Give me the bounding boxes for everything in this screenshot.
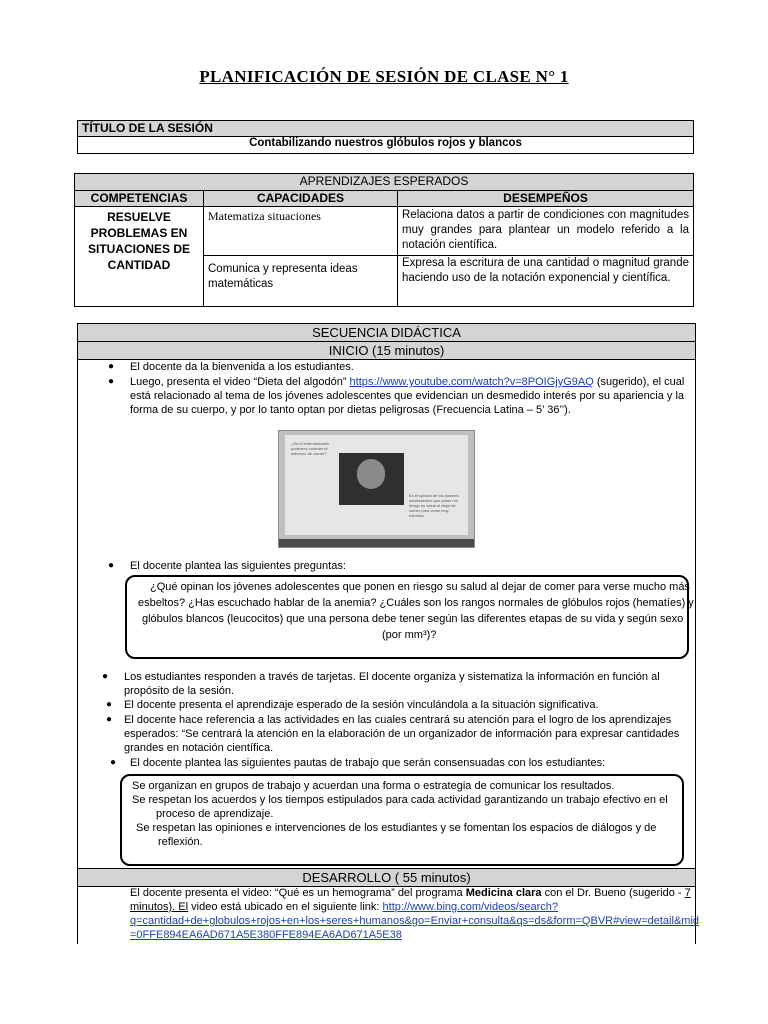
bullet: ● xyxy=(102,671,109,682)
bullet: ● xyxy=(108,376,115,387)
bullet: ● xyxy=(108,361,115,372)
bullet: ● xyxy=(108,560,115,571)
desarrollo-text-3: 7 xyxy=(684,887,691,899)
inicio-header: INICIO (15 minutos) xyxy=(78,342,695,360)
desempeno-1: Relaciona datos a partir de condiciones con magnitudes muy grandes para plantear un modelo referido a la notación científica. xyxy=(398,207,694,256)
question-line-3: glóbulos blancos (leucocitos) que una persona debe tener según las diferentes etapas de su vida y según sexo xyxy=(142,613,684,625)
video-caption-right: Es el opinion de los jóvenes adolescentes que ponen en riesgo su salud al dejar de comer para verse muy esbeltos xyxy=(409,493,459,518)
inicio-item-6-line-3: grandes en notación científica. xyxy=(124,742,274,754)
inicio-item-2-line-3: forma de su cuerpo, y por lo tanto optan por dietas peligrosas (Frecuencia Latina – 5’ 36’’). xyxy=(130,404,571,416)
inicio-item-4-line-2: propósito de la sesión. xyxy=(124,685,235,697)
program-name: Medicina clara xyxy=(465,887,542,899)
capacidad-1: Matematiza situaciones xyxy=(204,207,398,256)
inicio-item-7: El docente plantea las siguientes pautas de trabajo que serán consensuadas con los estudiantes: xyxy=(130,757,606,769)
question-line-1: ¿Qué opinan los jóvenes adolescentes que ponen en riesgo su salud al dejar de comer para verse mucho más xyxy=(150,581,690,593)
guideline-2-line-2: proceso de aprendizaje. xyxy=(156,808,274,820)
desarrollo-line-2 xyxy=(130,900,558,914)
inicio-item-3: El docente plantea las siguientes preguntas: xyxy=(130,560,346,572)
bing-link-line-2[interactable]: q=cantidad+de+globulos+rojos+en+los+seres+humanos&go=Enviar+consulta&qs=ds&form=QBVR#view=detail&mid xyxy=(130,915,700,927)
inicio-item-5: El docente presenta el aprendizaje esperado de la sesión vinculándola a la situación significativa. xyxy=(124,699,599,711)
page-title: PLANIFICACIÓN DE SESIÓN DE CLASE N° 1 xyxy=(199,67,569,86)
desarrollo-text-1: El docente presenta el video: “Qué es un hemograma” del programa xyxy=(130,887,466,899)
inicio-item-2-line-2: está relacionado al tema de los jóvenes adolescentes que evidencian un desmedido interés por su apariencia y la xyxy=(130,390,685,402)
col-competencias: COMPETENCIAS xyxy=(75,191,204,207)
desarrollo-text-4: minutos). El xyxy=(130,901,189,913)
guideline-3-line-2: reflexión. xyxy=(158,836,203,848)
desarrollo-header: DESARROLLO ( 55 minutos) xyxy=(78,868,695,887)
col-desempenos: DESEMPEÑOS xyxy=(398,191,694,207)
inicio-item-6-line-2: esperados: “Se centrará la atención en la elaboración de un organizador de información para expresar cantidades xyxy=(124,728,680,740)
bullet: ● xyxy=(106,699,113,710)
col-capacidades: CAPACIDADES xyxy=(204,191,398,207)
video-thumbnail[interactable] xyxy=(278,430,475,548)
inicio-item-2-text: Luego, presenta el video “Dieta del algodón” xyxy=(130,376,347,388)
question-line-4: (por mm³)? xyxy=(382,629,437,641)
inicio-item-6: El docente hace referencia a las actividades en las cuales centrará su atención para el logro de los aprendizajes xyxy=(124,714,672,726)
bing-link[interactable]: http://www.bing.com/videos/search? xyxy=(382,901,559,913)
guideline-2: Se respetan los acuerdos y los tiempos estipulados para cada actividad garantizando un trabajo efectivo en el xyxy=(132,794,668,806)
session-title-table xyxy=(77,120,694,154)
desempeno-2: Expresa la escritura de una cantidad o magnitud grande haciendo uso de la notación exponencial y científica. xyxy=(398,256,694,307)
learning-header: APRENDIZAJES ESPERADOS xyxy=(75,174,694,191)
inicio-item-2 xyxy=(130,375,684,389)
session-title-value: Contabilizando nuestros glóbulos rojos y blancos xyxy=(78,137,694,154)
inicio-item-1: El docente da la bienvenida a los estudiantes. xyxy=(130,361,354,373)
competencia-cell: RESUELVE PROBLEMAS EN SITUACIONES DE CANTIDAD xyxy=(75,207,204,307)
bullet: ● xyxy=(106,714,113,725)
question-line-2: esbeltos? ¿Has escuchado hablar de la anemia? ¿Cuáles son los rangos normales de glóbulos rojos (hematíes) y xyxy=(138,597,694,609)
learning-table xyxy=(74,173,694,307)
inicio-item-2-tail: (sugerido), el cual xyxy=(593,376,685,388)
guideline-1: Se organizan en grupos de trabajo y acuerdan una forma o estrategia de comunicar los resultados. xyxy=(132,780,615,792)
desarrollo-text-5: video está ubicado en el siguiente link: xyxy=(188,901,383,913)
video-person-face xyxy=(357,459,385,489)
capacidad-2: Comunica y representa ideas matemáticas xyxy=(204,256,398,307)
youtube-link[interactable]: https://www.youtube.com/watch?v=8POIGjyG9AQ xyxy=(349,376,594,388)
session-title-header: TÍTULO DE LA SESIÓN xyxy=(78,121,694,137)
desarrollo-line-1 xyxy=(130,886,691,900)
bing-link-line-3[interactable]: =0FFE894EA6AD671A5E380FFE894EA6AD671A5E38 xyxy=(130,929,402,941)
bullet: ● xyxy=(110,757,117,768)
video-controls-bar[interactable] xyxy=(279,539,474,547)
inicio-item-4: Los estudiantes responden a través de tarjetas. El docente organiza y sistematiza la información en función al xyxy=(124,671,660,683)
video-caption-left: ¿Es el enfermedades podemos contraer el esfuerzo de comer? xyxy=(291,441,330,456)
desarrollo-text-2: con el Dr. Bueno (sugerido - xyxy=(541,887,685,899)
guideline-3: Se respetan las opiniones e intervenciones de los estudiantes y se fomentan los espacios de diálogos y de xyxy=(136,822,657,834)
sequence-header: SECUENCIA DIDÁCTICA xyxy=(78,324,695,342)
